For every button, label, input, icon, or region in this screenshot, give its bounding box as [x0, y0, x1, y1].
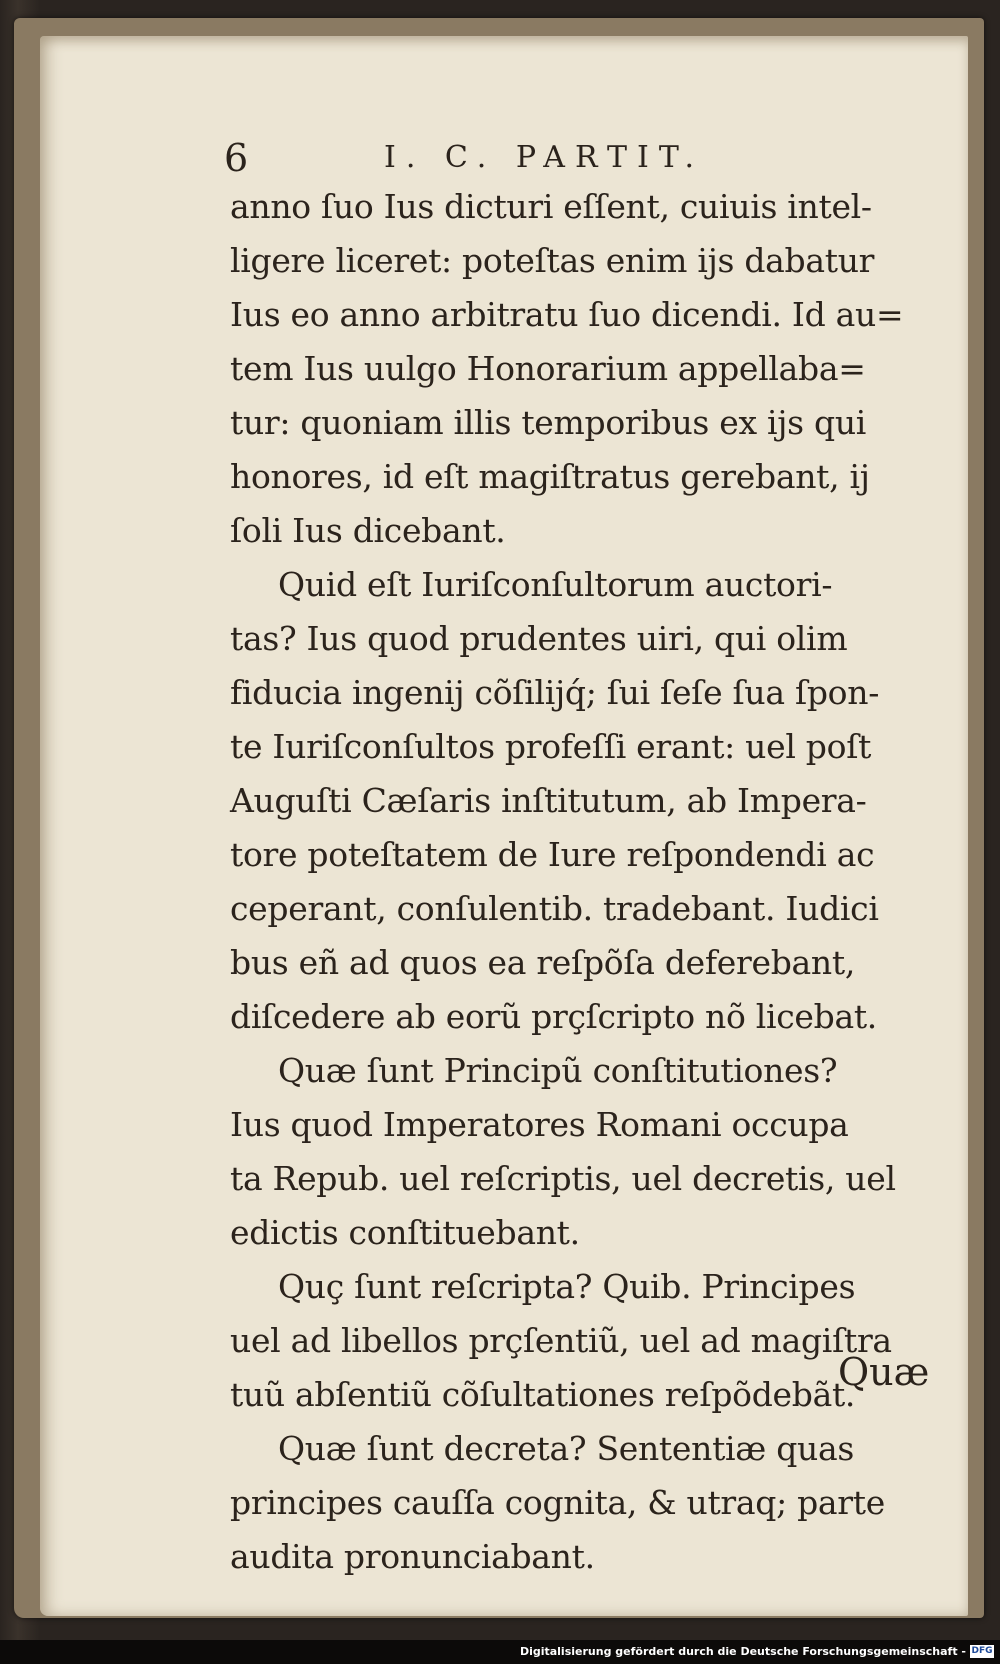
text-line: anno ſuo Ius dicturi eſſent, cuiuis intel-	[230, 187, 872, 226]
text-line: ſoli Ius dicebant.	[230, 511, 506, 550]
text-line: tuũ abſentiũ cõſultationes reſpõdebãt.	[230, 1375, 856, 1414]
page-number: 6	[224, 136, 249, 180]
text-line: diſcedere ab eorũ prçſcripto nõ licebat.	[230, 997, 877, 1036]
text-line: ta Repub. uel reſcriptis, uel decretis, uel	[230, 1159, 896, 1198]
page-header	[224, 136, 724, 186]
paragraph-start-line: Quç ſunt reſcripta? Quib. Principes	[278, 1267, 856, 1306]
text-line: bus eñ ad quos ea reſpõſa deferebant,	[230, 943, 856, 982]
catchword: Quæ	[838, 1350, 930, 1394]
text-line: te Iuriſconſultos profeſſi erant: uel poſt	[230, 727, 872, 766]
paragraph-start-line: Quid eſt Iuriſconſultorum auctori-	[278, 565, 833, 604]
text-line: Auguſti Cæſaris inſtitutum, ab Impera-	[230, 781, 867, 820]
footer-bar	[0, 1640, 1000, 1664]
paragraph-start-line: Quæ ſunt decreta? Sententiæ quas	[278, 1429, 854, 1468]
dfg-logo: DFG	[971, 1646, 993, 1656]
funding-notice: Digitalisierung gefördert durch die Deutsche Forschungsgemeinschaft -	[519, 1645, 966, 1658]
text-line: tem Ius uulgo Honorarium appellaba=	[230, 349, 866, 388]
text-line: audita pronunciabant.	[230, 1537, 595, 1576]
text-line: principes cauſſa cognita, & utraq; parte	[230, 1483, 885, 1522]
text-line: uel ad libellos prçſentiũ, uel ad magiſtra	[230, 1321, 892, 1360]
text-line: ligere liceret: poteſtas enim ijs dabatur	[230, 241, 875, 280]
text-line: tore poteſtatem de Iure reſpondendi ac	[230, 835, 875, 874]
body-text	[230, 180, 930, 1584]
text-line: Ius eo anno arbitratu ſuo dicendi. Id au=	[230, 295, 904, 334]
text-line: edictis conſtituebant.	[230, 1213, 580, 1252]
text-line: Ius quod Imperatores Romani occupa	[230, 1105, 849, 1144]
text-line: honores, id eſt magiſtratus gerebant, ij	[230, 457, 870, 496]
text-line: tas? Ius quod prudentes uiri, qui olim	[230, 619, 848, 658]
running-head: I. C. PARTIT.	[384, 140, 705, 175]
text-line: ceperant, conſulentib. tradebant. Iudici	[230, 889, 879, 928]
text-line: tur: quoniam illis temporibus ex ijs qui	[230, 403, 867, 442]
paragraph-start-line: Quæ ſunt Principũ conſtitutiones?	[278, 1051, 838, 1090]
text-line: fiducia ingenij cõſilijq́; ſui ſeſe ſua ſpon-	[230, 673, 880, 712]
